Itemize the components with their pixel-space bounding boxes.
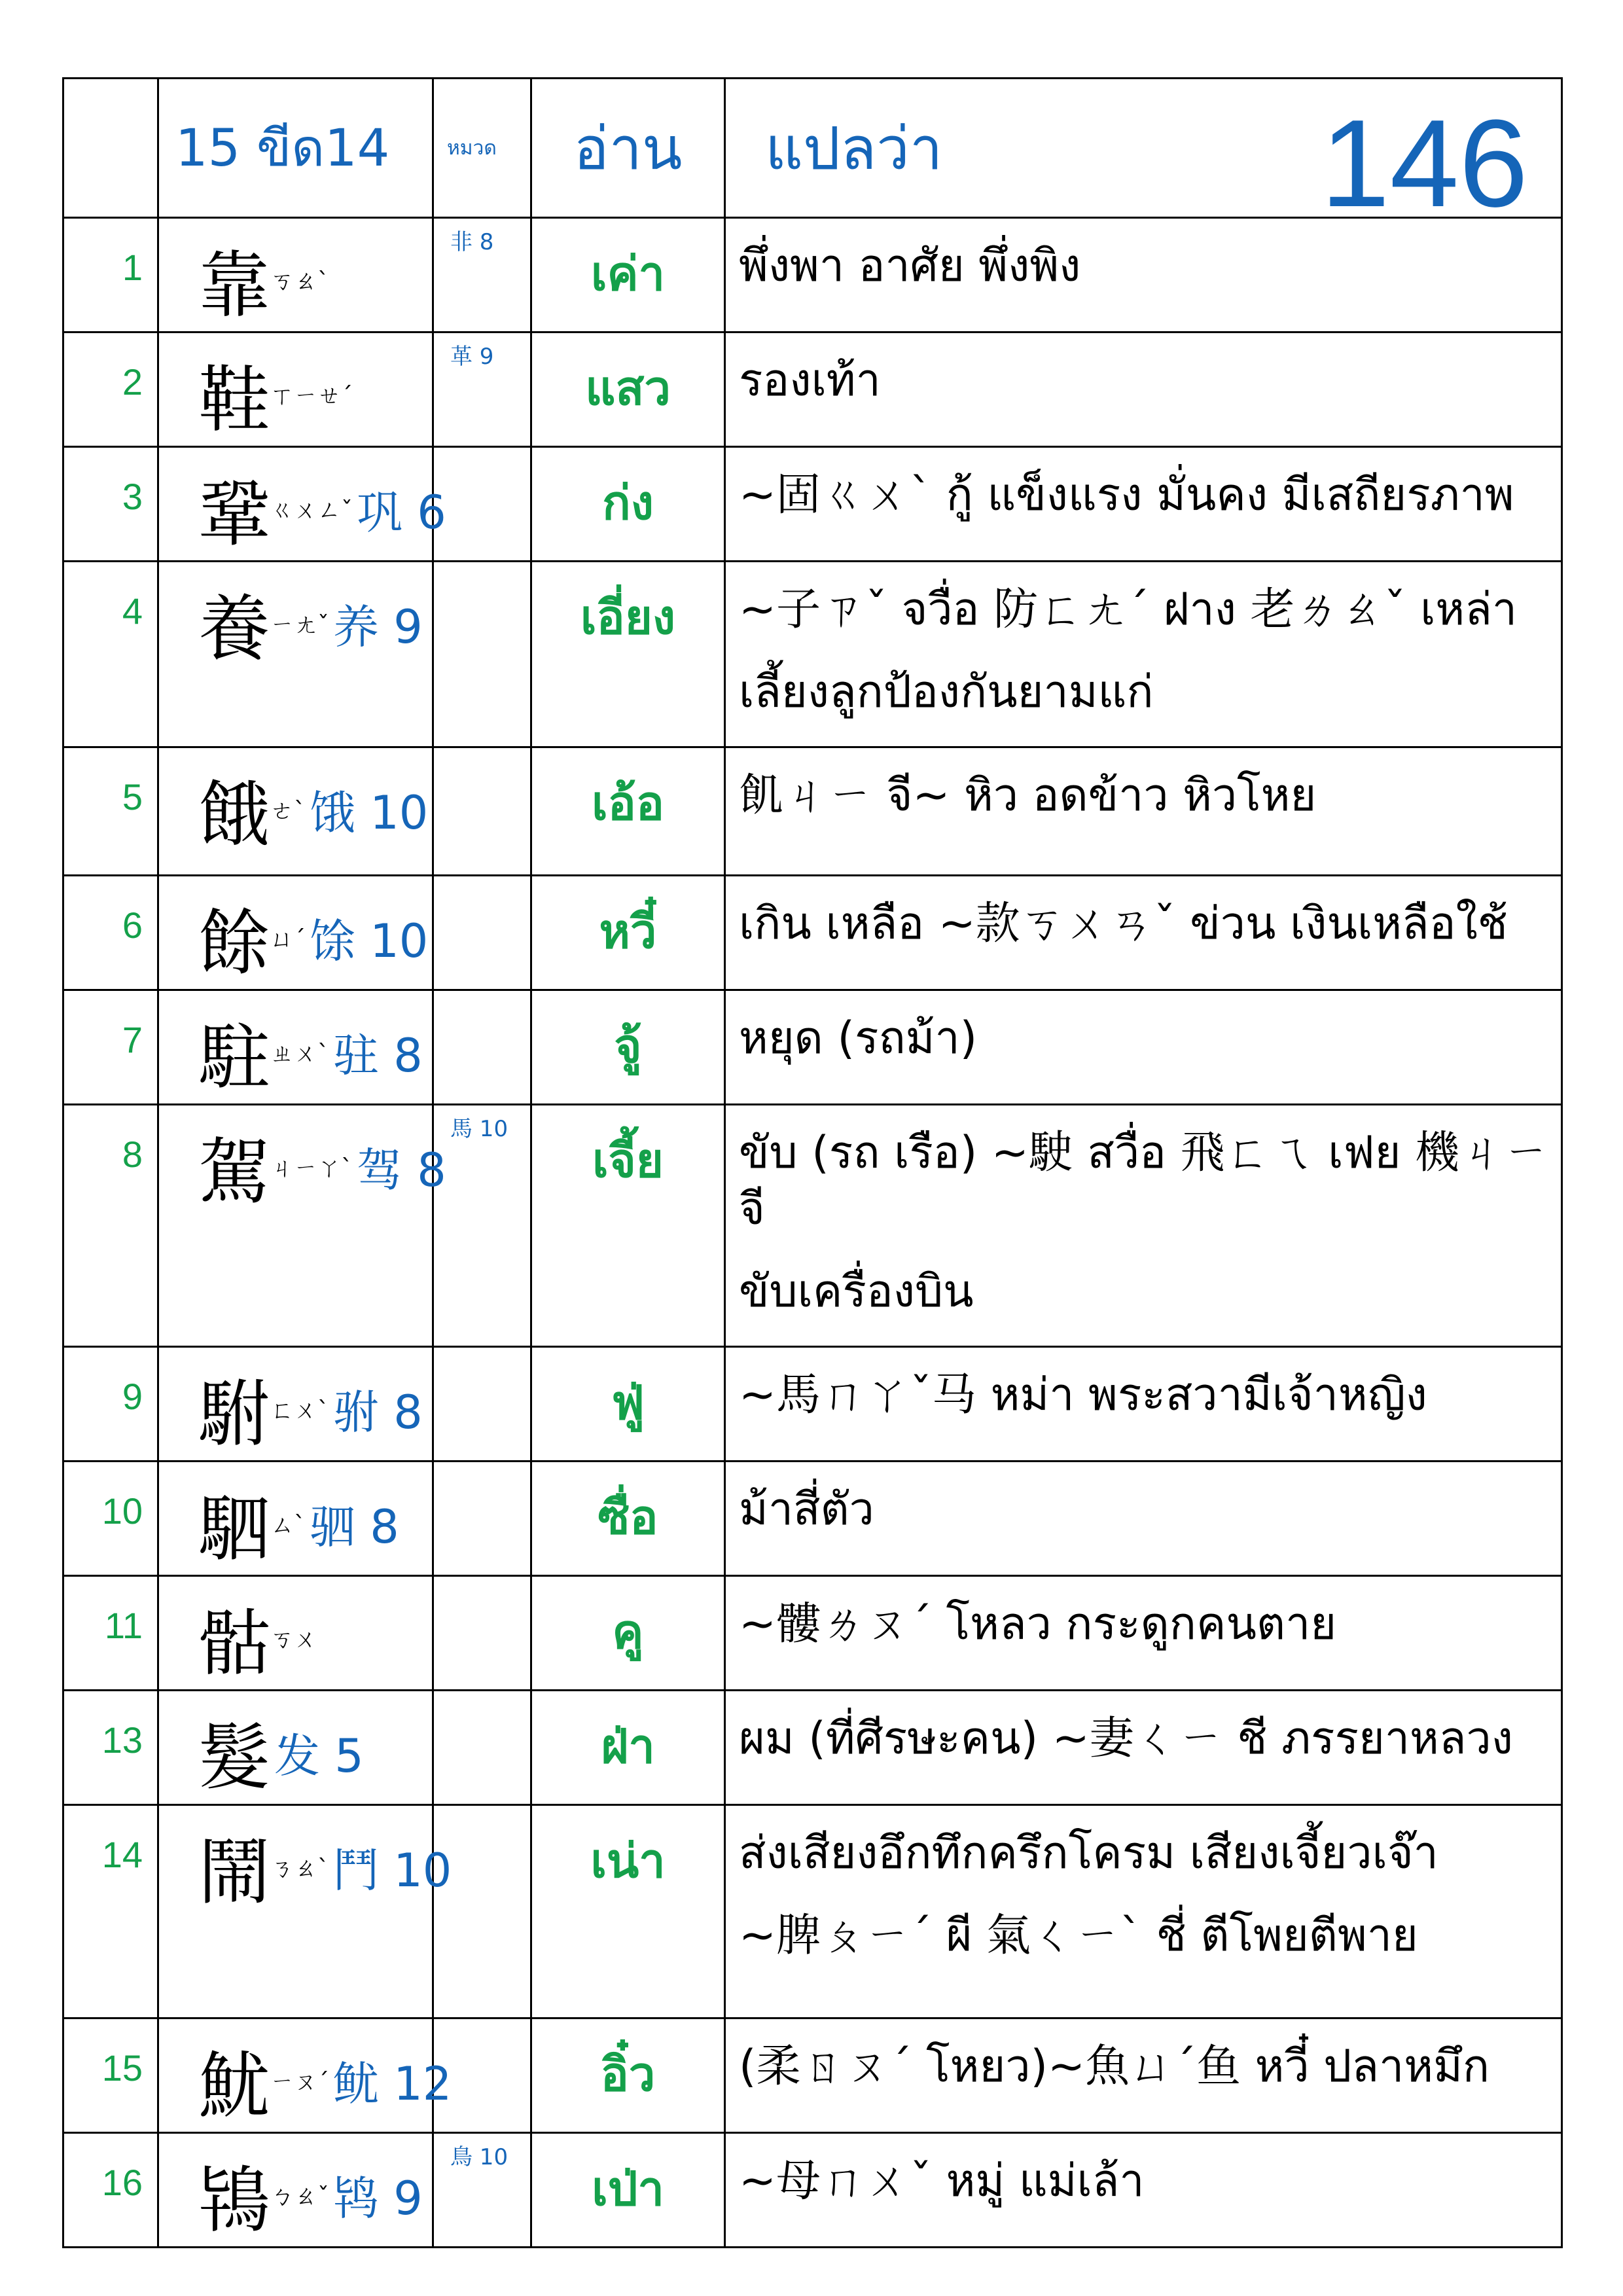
row-number: 16 [63, 2133, 158, 2248]
zhuyin-annotation: ㄓㄨˋ [270, 1040, 330, 1067]
table-row [63, 562, 1562, 747]
reading-cell: คู [531, 1576, 725, 1691]
meaning-line: ~母ㄇㄨˇ หมู่ แม่เล้า [739, 2155, 1145, 2207]
reading-cell: เจี้ย [531, 1105, 725, 1347]
zhuyin-annotation: ㄙˋ [270, 1511, 306, 1539]
hanzi-character: 靠 [198, 243, 270, 327]
character-cell [158, 447, 446, 562]
table-row [63, 1691, 1562, 1805]
meaning-cell [725, 990, 1562, 1105]
radical-cell: 非 8 [433, 218, 531, 332]
zhuyin-annotation: ㄐㄧㄚˋ [270, 1155, 353, 1182]
meaning-cell [725, 747, 1562, 876]
meaning-line: ~子ㄗˇ จวื่อ 防ㄈㄤˊ ฝาง 老ㄌㄠˇ เหล่า [739, 584, 1518, 636]
reading-cell: แสว [531, 332, 725, 447]
table-row [63, 1805, 1562, 2018]
simplified-form: 养 9 [333, 600, 423, 654]
radical-cell [433, 990, 531, 1105]
radical-cell [433, 562, 531, 747]
meaning-cell [725, 447, 1562, 562]
reading-cell: จู้ [531, 990, 725, 1105]
table-row [63, 332, 1562, 447]
meaning-cell [725, 876, 1562, 990]
radical-cell [433, 1691, 531, 1805]
header-empty-cell [63, 79, 158, 218]
table-row [63, 2133, 1562, 2248]
meaning-cell [725, 562, 1562, 747]
meaning-cell [725, 2018, 1562, 2133]
reading-header: อ่าน [531, 79, 725, 218]
meaning-line: ส่งเสียงอึกทึกครึกโครม เสียงเจี้ยวเจ๊า [739, 1827, 1438, 1879]
hanzi-character: 養 [198, 587, 270, 671]
table-row [63, 1347, 1562, 1462]
simplified-form: 驷 8 [310, 1499, 399, 1554]
character-cell [158, 218, 433, 332]
reading-cell: อิ๋ว [531, 2018, 725, 2133]
simplified-form: 鬥 10 [333, 1843, 452, 1897]
meaning-line-2: ~脾ㄆㄧˊ ผี 氣ㄑㄧˋ ชี่ ตีโพยตีพาย [739, 1910, 1418, 1962]
character-cell [158, 1576, 433, 1691]
hanzi-character: 髮 [198, 1716, 270, 1800]
table-row [63, 1576, 1562, 1691]
hanzi-character: 餘 [198, 901, 270, 985]
meaning-line: (柔ㄖㄡˊ โหยว)~魚ㄩˊ鱼 หวี๋ ปลาหมึก [739, 2041, 1490, 2092]
hanzi-character: 駐 [198, 1016, 270, 1100]
hanzi-character: 鴇 [198, 2159, 270, 2242]
meaning-cell [725, 1105, 1562, 1347]
page-number: 146 [1320, 94, 1528, 233]
row-number: 7 [63, 990, 158, 1105]
meaning-cell [725, 1576, 1562, 1691]
radical-cell [433, 1462, 531, 1576]
radical-cell [433, 1576, 531, 1691]
reading-cell: เป่า [531, 2133, 725, 2248]
character-cell [158, 990, 433, 1105]
zhuyin-annotation: ㄧㄤˇ [270, 611, 330, 639]
character-cell [158, 1105, 446, 1347]
character-cell [158, 2018, 452, 2133]
row-number: 3 [63, 447, 158, 562]
zhuyin-annotation: ㄅㄠˇ [270, 2183, 330, 2210]
radical-cell: 鳥 10 [433, 2133, 531, 2248]
zhuyin-annotation: ㄜˋ [270, 797, 306, 825]
row-number: 13 [63, 1691, 158, 1805]
meaning-line: 飢ㄐㄧ จี~ หิว อดข้าว หิวโหย [739, 770, 1317, 821]
meaning-cell [725, 1691, 1562, 1805]
zhuyin-annotation: ㄩˊ [270, 925, 306, 953]
radical-cell: 革 9 [433, 332, 531, 447]
reading-cell: เอ้อ [531, 747, 725, 876]
hanzi-character: 鬧 [198, 1831, 270, 1914]
meaning-cell [725, 332, 1562, 447]
simplified-form: 饿 10 [310, 785, 429, 840]
row-number: 14 [63, 1805, 158, 2018]
hanzi-character: 駙 [198, 1372, 270, 1456]
row-number: 5 [63, 747, 158, 876]
row-number: 6 [63, 876, 158, 990]
row-number: 1 [63, 218, 158, 332]
character-cell [158, 1805, 452, 2018]
zhuyin-annotation: ㄎㄠˋ [270, 268, 330, 295]
meaning-line: เกิน เหลือ ~款ㄎㄨㄢˇ ข่วน เงินเหลือใช้ [739, 898, 1508, 950]
zhuyin-annotation: ㄍㄨㄥˇ [270, 497, 353, 524]
hanzi-character: 餓 [198, 773, 270, 857]
reading-cell: เอี่ยง [531, 562, 725, 747]
row-number: 9 [63, 1347, 158, 1462]
character-cell [158, 332, 433, 447]
radical-cell [433, 876, 531, 990]
meaning-line: ผม (ที่ศีรษะคน) ~妻ㄑㄧ ชี ภรรยาหลวง [739, 1713, 1513, 1765]
character-cell [158, 1691, 433, 1805]
meaning-line: หยุด (รถม้า) [739, 1013, 978, 1064]
vocabulary-table [62, 77, 1563, 2248]
meaning-line-2: ขับเครื่องบิน [739, 1266, 974, 1318]
simplified-form: 巩 6 [357, 485, 446, 539]
meaning-line: ~馬ㄇㄚˇ马 หม่า พระสวามีเจ้าหญิง [739, 1369, 1427, 1421]
character-cell [158, 747, 433, 876]
hanzi-character: 駕 [198, 1130, 270, 1214]
row-number: 2 [63, 332, 158, 447]
zhuyin-annotation: ㄋㄠˋ [270, 1855, 330, 1882]
simplified-form: 鸨 9 [333, 2171, 423, 2225]
radical-cell [433, 747, 531, 876]
zhuyin-annotation: ㄈㄨˋ [270, 1397, 330, 1424]
hanzi-character: 鞋 [198, 358, 270, 442]
table-row [63, 990, 1562, 1105]
meaning-cell [725, 1805, 1562, 2018]
row-number: 4 [63, 562, 158, 747]
hanzi-character: 鞏 [198, 473, 270, 556]
hanzi-character: 魷 [198, 2044, 270, 2128]
hanzi-character: 骷 [198, 1602, 270, 1685]
table-row [63, 447, 1562, 562]
meaning-line: รองเท้า [739, 355, 881, 406]
meaning-cell [725, 2133, 1562, 2248]
character-cell [158, 876, 433, 990]
simplified-form: 鱿 12 [333, 2056, 452, 2111]
reading-cell: เค่า [531, 218, 725, 332]
meaning-line: ~髏ㄌㄡˊ โหลว กระดูกคนตาย [739, 1598, 1337, 1650]
table-row [63, 1462, 1562, 1576]
zhuyin-annotation: ㄒㄧㄝˊ [270, 382, 353, 410]
category-header: หมวด [433, 79, 531, 218]
meaning-header-label: แปลว่า [765, 114, 943, 183]
character-cell [158, 1347, 433, 1462]
meaning-header [725, 79, 1562, 233]
meaning-line: ม้าสี่ตัว [739, 1484, 874, 1535]
table-row [63, 876, 1562, 990]
zhuyin-annotation: ㄧㄡˊ [270, 2068, 330, 2096]
character-cell [158, 562, 433, 747]
reading-cell: เน่า [531, 1805, 725, 2018]
row-number: 15 [63, 2018, 158, 2133]
header-row [63, 79, 1562, 218]
row-number: 11 [63, 1576, 158, 1691]
reading-cell: ฝ่า [531, 1691, 725, 1805]
table-row [63, 747, 1562, 876]
meaning-line: ขับ (รถ เรือ) ~駛 สวื่อ 飛ㄈㄟ เฟย 機ㄐㄧ จี [739, 1127, 1549, 1235]
table-row [63, 1105, 1562, 1347]
hanzi-character: 駟 [198, 1487, 270, 1571]
meaning-line: พึ่งพา อาศัย พึ่งพิง [739, 240, 1081, 292]
reading-cell: ซื่อ [531, 1462, 725, 1576]
simplified-form: 驾 8 [357, 1143, 446, 1197]
reading-cell: หวี๋ [531, 876, 725, 990]
radical-cell [433, 1347, 531, 1462]
meaning-cell [725, 1347, 1562, 1462]
meaning-line: ~固ㄍㄨˋ กู้ แข็งแรง มั่นคง มีเสถียรภาพ [739, 469, 1514, 521]
table-row [63, 2018, 1562, 2133]
radical-cell: 馬 10 [433, 1105, 531, 1347]
simplified-form: 驻 8 [333, 1028, 423, 1083]
reading-cell: ฟู่ [531, 1347, 725, 1462]
simplified-form: 馀 10 [310, 914, 429, 968]
zhuyin-annotation: ㄎㄨ [270, 1626, 318, 1653]
row-number: 10 [63, 1462, 158, 1576]
radical-cell [433, 447, 531, 562]
meaning-cell [725, 1462, 1562, 1576]
simplified-form: 驸 8 [333, 1385, 423, 1439]
simplified-form: 发 5 [274, 1729, 364, 1783]
stroke-count-header: 15 ขีด14 [158, 79, 433, 218]
reading-cell: ก่ง [531, 447, 725, 562]
character-cell [158, 1462, 433, 1576]
row-number: 8 [63, 1105, 158, 1347]
meaning-line-2: เลี้ยงลูกป้องกันยามแก่ [739, 666, 1154, 718]
character-cell [158, 2133, 433, 2248]
